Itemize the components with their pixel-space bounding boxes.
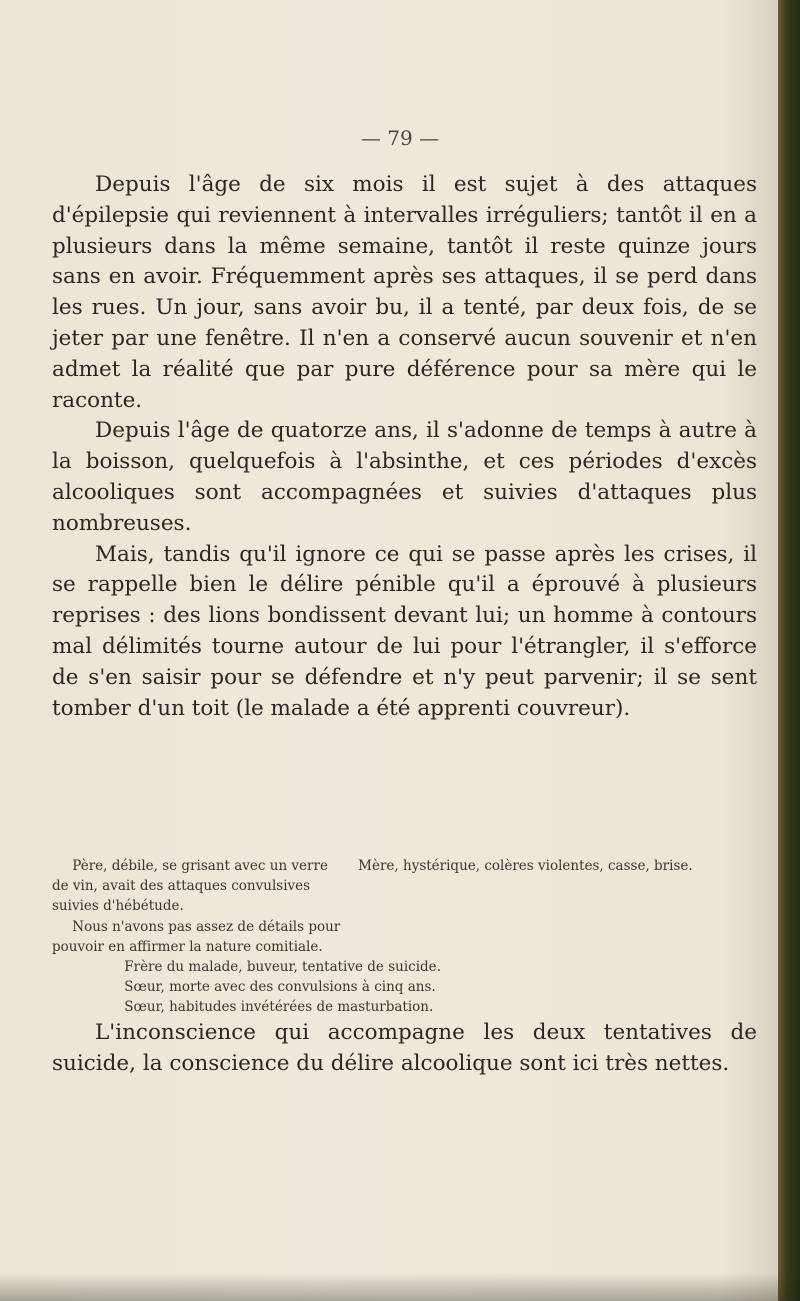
- note-sister-1: Sœur, morte avec des convulsions à cinq ans.: [124, 979, 436, 996]
- paragraph: Depuis l'âge de six mois il est sujet à des attaques d'épilepsie qui reviennent à intervalles irréguliers; tantôt il en a plusieurs dans la même semaine, tantôt il reste quinze jours sans en avoir. Fréquemment après ses attaques, il se perd dans les rues. Un jour, sans avoir bu, il a tenté, par deux fois, de se jeter par une fenêtre. Il n'en a conservé aucun souvenir et n'en admet la réalité que par pure déférence pour sa mère qui le raconte.: [52, 172, 757, 413]
- note-father: Père, débile, se grisant avec un verre de vin, avait des attaques convulsives suivies d'hébétude.: [52, 858, 328, 915]
- main-text: [52, 170, 757, 724]
- note-sister-2: Sœur, habitudes invétérées de masturbation.: [124, 999, 434, 1016]
- page-number: — 79 —: [360, 126, 440, 150]
- family-history-notes: [52, 856, 757, 1018]
- page-edge: [778, 0, 800, 1301]
- note-brother: Frère du malade, buveur, tentative de suicide.: [124, 959, 441, 976]
- paragraph: Depuis l'âge de quatorze ans, il s'adonne de temps à autre à la boisson, quelquefois à l'absinthe, et ces périodes d'excès alcooliques sont accompagnées et suivies d'attaques plus nombreuses.: [52, 418, 757, 536]
- paragraph: Mais, tandis qu'il ignore ce qui se passe après les crises, il se rappelle bien le délire pénible qu'il a éprouvé à plusieurs reprises : des lions bondissent devant lui; un homme à contours mal délimités tourne autour de lui pour l'étrangler, il s'efforce de s'en saisir pour se défendre et n'y peut parvenir; il se sent tomber d'un toit (le malade a été apprenti couvreur).: [52, 541, 757, 721]
- bottom-shadow: [0, 1273, 800, 1301]
- note-father-comment: Nous n'avons pas assez de détails pour pouvoir en affirmer la nature comitiale.: [52, 918, 341, 955]
- note-mother: Mère, hystérique, colères violentes, casse, brise.: [358, 858, 693, 874]
- closing-paragraph: L'inconscience qui accompagne les deux tentatives de suicide, la conscience du délire alcoolique sont ici très nettes.: [52, 1020, 757, 1076]
- closing-text: [52, 1018, 757, 1080]
